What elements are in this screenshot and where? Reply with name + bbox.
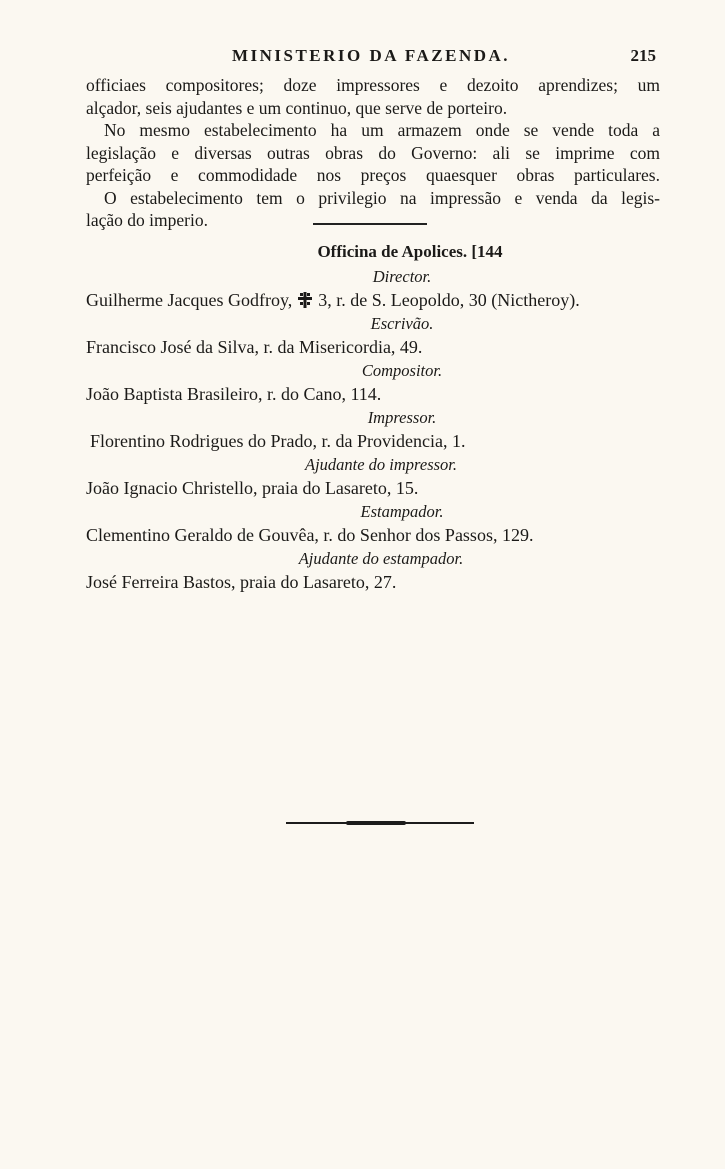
role-estampador: Estampador. bbox=[360, 502, 444, 521]
role-impressor: Impressor. bbox=[367, 408, 437, 427]
role-ajudante-impressor: Ajudante do impressor. bbox=[304, 455, 457, 474]
role-director: Director. bbox=[372, 267, 432, 286]
running-title: MINISTERIO DA FAZENDA. bbox=[231, 46, 511, 65]
paragraph-2-line-2: legislação e diversas outras obras do Governo: ali se imprime com bbox=[86, 142, 660, 163]
paragraph-2-line-1: No mesmo estabelecimento ha um armazem onde se vende toda a bbox=[104, 120, 660, 140]
order-cross-icon bbox=[298, 292, 312, 308]
paragraph-1-line-2: alçador, seis ajudantes e um continuo, que serve de porteiro. bbox=[86, 97, 508, 118]
director-address: 3, r. de S. Leopoldo, 30 (Nictheroy). bbox=[318, 290, 580, 310]
section-title: Officina de Apolices. [144 bbox=[317, 242, 503, 261]
entry-escrivao: Francisco José da Silva, r. da Misericordia, 49. bbox=[86, 337, 423, 357]
end-ornament-rule bbox=[286, 822, 474, 824]
paragraph-2 bbox=[86, 119, 660, 187]
paragraph-1 bbox=[86, 74, 660, 119]
role-compositor: Compositor. bbox=[361, 361, 443, 380]
paragraph-2-line-3: perfeição e commodidade nos preços quaesquer obras particulares. bbox=[86, 165, 660, 185]
entry-compositor: João Baptista Brasileiro, r. do Cano, 114. bbox=[86, 384, 382, 404]
paragraph-3-line-1: O estabelecimento tem o privilegio na impressão e venda da legis- bbox=[104, 187, 660, 208]
running-head bbox=[86, 44, 656, 68]
body-text bbox=[86, 74, 660, 232]
entry-ajudante-estampador: José Ferreira Bastos, praia do Lasareto, 27. bbox=[86, 572, 397, 592]
paragraph-1-line-1: officiaes compositores; doze impressores e dezoito aprendizes; um bbox=[86, 75, 660, 95]
page-number: 215 bbox=[630, 46, 656, 65]
paragraph-3-line-2: lação do imperio. bbox=[86, 210, 208, 230]
entry-impressor: Florentino Rodrigues do Prado, r. da Providencia, 1. bbox=[90, 431, 466, 451]
role-ajudante-estampador: Ajudante do estampador. bbox=[298, 549, 464, 568]
section-divider-rule bbox=[313, 223, 427, 225]
entry-ajudante-impressor: João Ignacio Christello, praia do Lasareto, 15. bbox=[86, 478, 419, 498]
officina-section bbox=[86, 239, 676, 594]
director-name: Guilherme Jacques Godfroy, bbox=[86, 290, 293, 310]
entry-director bbox=[86, 288, 676, 312]
role-escrivao: Escrivão. bbox=[370, 314, 434, 333]
entry-estampador: Clementino Geraldo de Gouvêa, r. do Senhor dos Passos, 129. bbox=[86, 525, 534, 545]
